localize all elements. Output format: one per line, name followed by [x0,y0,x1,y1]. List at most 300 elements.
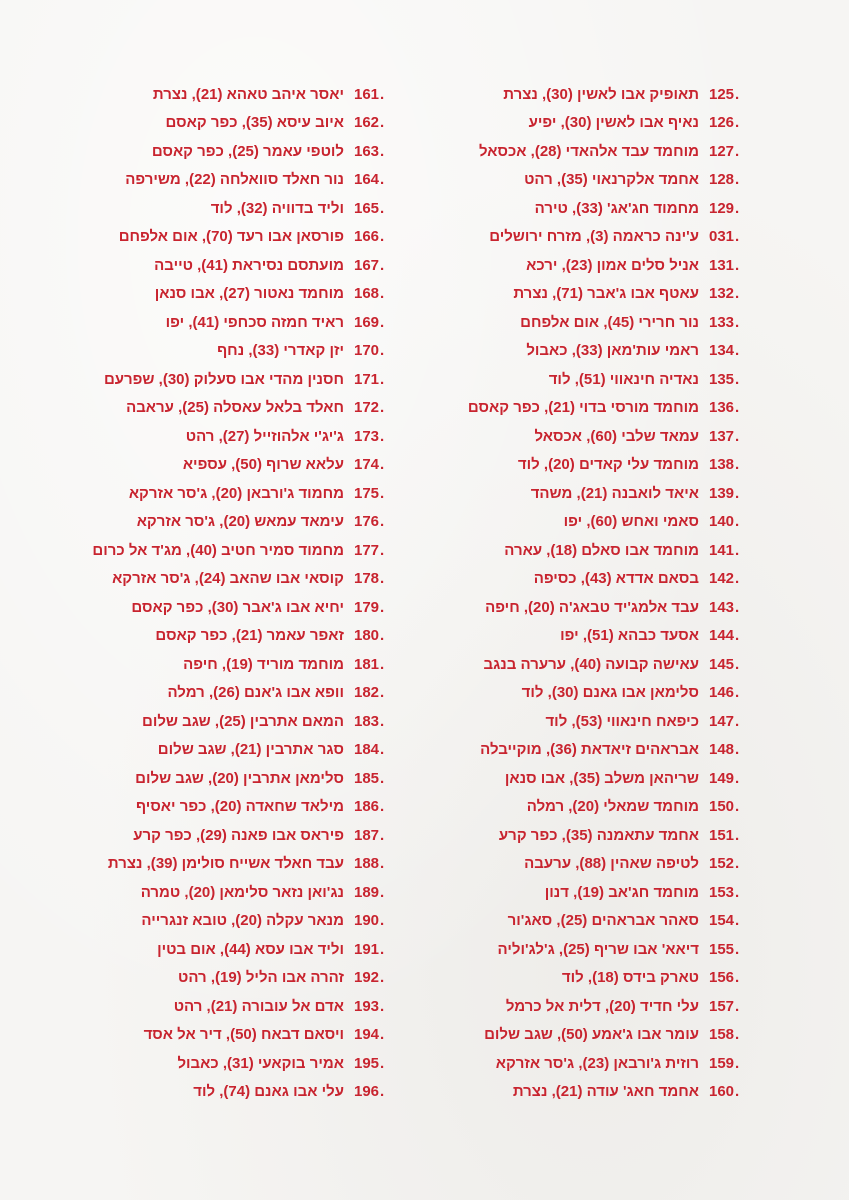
number-period: . [380,570,385,588]
list-item-text: יאסר איהב טאהא (21), נצרת [152,85,344,103]
list-item-number [354,741,396,758]
list-item-text: חסנין מהדי אבו סעלוק (30), שפרעם [103,370,344,388]
number-period: . [735,798,740,816]
number-value: 144 [709,627,735,645]
number-value: 186 [354,798,380,816]
list-item-text: מוחמד נאטור (27), אבו סנאן [154,285,344,303]
list-item-number [354,570,396,587]
list-item [431,536,751,565]
list-item-text: ויסאם דבאח (50), דיר אל אסד [143,1026,344,1044]
number-period: . [380,541,385,559]
number-period: . [380,370,385,388]
number-value: 137 [709,427,735,445]
list-item-text: טארק בידס (18), לוד [561,969,699,987]
number-value: 175 [354,484,380,502]
list-item-number [709,114,751,131]
list-item [66,821,396,850]
list-item-text: עומר אבו ג'אמע (50), שגב שלום [484,1026,699,1044]
list-item [431,394,751,423]
list-item [66,308,396,337]
list-item-number [709,656,751,673]
list-item-number [354,684,396,701]
list-item-text: אבראהים זיאדאת (36), מוקייבלה [480,741,699,759]
list-item-number [354,627,396,644]
number-period: . [380,1054,385,1072]
list-item-text: עימאד עמאש (20), ג'סר אזרקא [136,513,344,531]
number-period: . [735,171,740,189]
list-item [66,992,396,1021]
number-value: 147 [709,712,735,730]
number-period: . [380,769,385,787]
number-value: 143 [709,598,735,616]
list-item [66,422,396,451]
number-value: 160 [709,1083,735,1101]
list-item-text: עאטף אבו ג'אבר (71), נצרת [513,285,699,303]
number-period: . [735,855,740,873]
number-value: 031 [709,228,735,246]
list-item-number [709,570,751,587]
list-item-text: מוחמד חג'אב (19), דנון [544,883,699,901]
number-period: . [735,484,740,502]
number-value: 174 [354,456,380,474]
list-item-text: נאיף אבו לאשין (30), יפיע [528,114,699,132]
number-period: . [380,142,385,160]
list-item-text: נאדיה חינאווי (51), לוד [548,370,699,388]
list-item-text: קוסאי אבו שהאב (24), ג'סר אזרקא [112,570,344,588]
list-item-text: איאד לואבנה (21), משהד [530,484,699,502]
list-item [431,878,751,907]
number-value: 171 [354,370,380,388]
number-value: 194 [354,1026,380,1044]
list-item-text: שריהאן משלב (35), אבו סנאן [504,769,699,787]
list-item-number [709,257,751,274]
list-item [66,907,396,936]
list-item [431,365,751,394]
list-item-text: זאפר עאמר (21), כפר קאסם [155,627,344,645]
number-period: . [735,1026,740,1044]
list-item [431,337,751,366]
number-value: 125 [709,85,735,103]
number-period: . [735,1083,740,1101]
list-item [66,1021,396,1050]
number-value: 166 [354,228,380,246]
list-item [431,1078,751,1107]
list-item-text: תאופיק אבו לאשין (30), נצרת [503,85,699,103]
list-item [66,1078,396,1107]
number-value: 131 [709,256,735,274]
number-period: . [735,598,740,616]
list-item [431,679,751,708]
list-item [66,935,396,964]
list-item [66,451,396,480]
list-item-number [709,1026,751,1043]
list-item [66,622,396,651]
list-item-number [709,1083,751,1100]
list-item-number [709,285,751,302]
list-item-text: מוחמד מוריד (19), חיפה [183,655,344,673]
list-item [66,593,396,622]
list-item [66,337,396,366]
list-item-text: נור חרירי (45), אום אלפחם [520,313,699,331]
number-value: 179 [354,598,380,616]
number-period: . [735,541,740,559]
list-item [431,308,751,337]
number-value: 132 [709,285,735,303]
number-period: . [735,826,740,844]
number-period: . [380,285,385,303]
number-period: . [380,598,385,616]
list-item-number [709,827,751,844]
list-item [66,508,396,537]
list-item [431,479,751,508]
number-period: . [735,370,740,388]
number-value: 146 [709,684,735,702]
number-value: 158 [709,1026,735,1044]
number-value: 172 [354,399,380,417]
list-item-number [709,542,751,559]
list-item-text: וופא אבו ג'אנם (26), רמלה [167,684,344,702]
list-item-text: עלי חדיד (20), דלית אל כרמל [505,997,699,1015]
list-item-number [354,1026,396,1043]
list-item [66,223,396,252]
list-item-number [709,200,751,217]
number-period: . [735,313,740,331]
list-item-text: דיאא' אבו שריף (25), ג'לג'וליה [497,940,699,958]
number-value: 188 [354,855,380,873]
number-value: 169 [354,313,380,331]
list-item-number [709,228,751,245]
number-period: . [735,627,740,645]
list-item [431,707,751,736]
list-item-number [709,684,751,701]
list-item-text: חאלד בלאל עאסלה (25), עראבה [126,399,344,417]
list-item [66,137,396,166]
number-period: . [735,769,740,787]
list-item-number [354,86,396,103]
number-value: 187 [354,826,380,844]
number-period: . [380,741,385,759]
number-period: . [380,256,385,274]
list-item-text: אחמד עתאמנה (35), כפר קרע [498,826,699,844]
list-item-number [354,171,396,188]
list-item [431,964,751,993]
list-item [66,479,396,508]
list-item-number [709,599,751,616]
list-item-text: עלאא שרוף (50), עספיא [182,456,344,474]
number-value: 141 [709,541,735,559]
list-item [431,251,751,280]
list-item-number [709,513,751,530]
list-item-number [709,741,751,758]
names-column-right [431,80,751,1106]
list-item-number [354,855,396,872]
list-item-text: כיפאח חינאווי (53), לוד [545,712,699,730]
list-item [66,878,396,907]
list-item-number [709,314,751,331]
number-value: 154 [709,912,735,930]
number-period: . [380,684,385,702]
list-item-number [709,969,751,986]
list-item-text: אחמד אלקרנאוי (35), רהט [524,171,699,189]
number-period: . [380,114,385,132]
list-item-text: המאם אתרבין (25), שגב שלום [142,712,344,730]
number-period: . [735,114,740,132]
list-item-number [354,257,396,274]
number-value: 163 [354,142,380,160]
list-item [66,251,396,280]
list-item-number [354,969,396,986]
list-item [431,650,751,679]
number-value: 139 [709,484,735,502]
number-value: 165 [354,199,380,217]
number-period: . [380,798,385,816]
number-period: . [380,826,385,844]
list-item-number [709,798,751,815]
list-item-text: רוזית ג'ורבאן (23), ג'סר אזרקא [495,1054,699,1072]
list-item [66,565,396,594]
list-item-number [709,485,751,502]
list-item [431,80,751,109]
list-item-number [354,371,396,388]
number-value: 152 [709,855,735,873]
list-item [66,964,396,993]
number-value: 149 [709,769,735,787]
list-item-text: לטיפה שאהין (88), ערעבה [524,855,699,873]
number-value: 126 [709,114,735,132]
number-value: 191 [354,940,380,958]
list-item-text: מוחמד שמאלי (20), רמלה [526,798,699,816]
list-item-text: פורסאן אבו רעד (70), אום אלפחם [118,228,344,246]
list-item-text: מוחמד אבו סאלם (18), עארה [504,541,699,559]
list-item-number [354,827,396,844]
number-value: 177 [354,541,380,559]
list-item-number [709,456,751,473]
list-item-number [354,428,396,445]
list-item-number [354,713,396,730]
list-item-number [354,798,396,815]
number-value: 133 [709,313,735,331]
number-period: . [380,997,385,1015]
number-period: . [735,285,740,303]
list-item [431,137,751,166]
list-item-number [354,456,396,473]
list-item-text: ראיד חמזה סכחפי (41), יפו [165,313,344,331]
list-item-number [709,713,751,730]
number-period: . [380,228,385,246]
number-value: 129 [709,199,735,217]
number-period: . [380,855,385,873]
list-item-number [354,285,396,302]
list-item-text: מוחמד מורסי בדוי (21), כפר קאסם [467,399,699,417]
number-value: 167 [354,256,380,274]
number-value: 168 [354,285,380,303]
list-item [431,451,751,480]
list-item [66,707,396,736]
list-item-number [354,143,396,160]
list-item-number [709,371,751,388]
number-value: 162 [354,114,380,132]
list-item-number [354,399,396,416]
number-value: 145 [709,655,735,673]
number-period: . [380,342,385,360]
list-item [66,736,396,765]
number-value: 189 [354,883,380,901]
number-value: 156 [709,969,735,987]
number-period: . [735,883,740,901]
list-item [66,194,396,223]
number-period: . [735,712,740,730]
number-period: . [735,1054,740,1072]
list-item-number [709,86,751,103]
number-period: . [380,883,385,901]
number-value: 193 [354,997,380,1015]
list-item [66,365,396,394]
list-item-number [354,542,396,559]
number-period: . [735,969,740,987]
list-item-text: מוחמד עלי קאדים (20), לוד [517,456,699,474]
number-period: . [380,969,385,987]
list-item [431,223,751,252]
list-item-number [709,1055,751,1072]
list-item-number [354,314,396,331]
list-item-number [354,485,396,502]
number-period: . [735,427,740,445]
number-value: 151 [709,826,735,844]
number-value: 184 [354,741,380,759]
list-item-text: מועתסם נסיראת (41), טייבה [154,256,344,274]
number-value: 128 [709,171,735,189]
list-item [431,821,751,850]
list-item-text: מילאד שחאדה (20), כפר יאסיף [135,798,344,816]
list-item-text: פיראס אבו פאנה (29), כפר קרע [133,826,344,844]
list-item [431,850,751,879]
list-item-number [354,884,396,901]
number-period: . [380,1083,385,1101]
number-period: . [380,712,385,730]
number-value: 134 [709,342,735,360]
list-item-number [354,599,396,616]
list-item-text: אמיר בוקאעי (31), כאבול [177,1054,344,1072]
list-item [66,679,396,708]
list-item-text: אחמד חאג' עודה (21), נצרת [512,1083,699,1101]
list-item-number [354,941,396,958]
list-item-text: סאמי ואחש (60), יפו [563,513,699,531]
list-item-text: מחמוד חג'אג' (33), טירה [534,199,699,217]
number-period: . [735,741,740,759]
list-item-text: יזן קאדרי (33), נחף [217,342,344,360]
number-period: . [735,199,740,217]
number-period: . [735,684,740,702]
number-period: . [380,1026,385,1044]
number-period: . [735,456,740,474]
list-item-number [709,171,751,188]
number-value: 170 [354,342,380,360]
list-item-text: סלימאן אתרבין (20), שגב שלום [135,769,344,787]
list-item [431,764,751,793]
list-item [431,280,751,309]
number-value: 153 [709,883,735,901]
list-item-number [709,998,751,1015]
number-value: 140 [709,513,735,531]
number-value: 178 [354,570,380,588]
list-item-number [354,656,396,673]
number-value: 183 [354,712,380,730]
list-item-text: אסעד כבהא (51), יפו [560,627,699,645]
list-item-number [354,114,396,131]
list-item [66,850,396,879]
number-period: . [735,997,740,1015]
list-item-number [354,998,396,1015]
list-item-text: אדם אל עובורה (21), רהט [173,997,344,1015]
number-period: . [380,513,385,531]
list-item [431,935,751,964]
list-item [66,166,396,195]
list-item-text: ע'ינה כראמה (3), מזרח ירושלים [489,228,699,246]
list-item-number [709,912,751,929]
list-item [431,1021,751,1050]
list-item-text: מוחמד עבד אלהאדי (28), אכסאל [478,142,699,160]
list-item-text: וליד בדוויה (32), לוד [210,199,344,217]
number-period: . [380,399,385,417]
list-item-text: נור חאלד סוואלחה (22), משירפה [125,171,344,189]
list-item-text: לוטפי עאמר (25), כפר קאסם [151,142,344,160]
number-value: 135 [709,370,735,388]
list-item [66,80,396,109]
list-item [66,280,396,309]
list-item-text: איוב עיסא (35), כפר קאסם [165,114,344,132]
number-period: . [380,85,385,103]
list-item [431,907,751,936]
number-value: 180 [354,627,380,645]
list-item-text: סלימאן אבו גאנם (30), לוד [521,684,699,702]
list-item [431,622,751,651]
number-period: . [735,85,740,103]
list-item-text: עלי אבו גאנם (74), לוד [193,1083,344,1101]
list-item-text: סגר אתרבין (21), שגב שלום [157,741,344,759]
list-item-number [709,342,751,359]
number-value: 173 [354,427,380,445]
list-item [431,992,751,1021]
list-item [431,194,751,223]
number-value: 176 [354,513,380,531]
list-item [431,565,751,594]
list-item-number [709,941,751,958]
list-item-number [354,770,396,787]
number-value: 136 [709,399,735,417]
list-item-text: זהרה אבו הליל (19), רהט [178,969,344,987]
list-item-text: נג'ואן נזאר סלימאן (20), טמרה [140,883,344,901]
list-item [431,593,751,622]
number-period: . [380,171,385,189]
list-item-text: בסאם אדדא (43), כסיפה [533,570,699,588]
list-item-number [709,884,751,901]
number-period: . [735,655,740,673]
number-value: 157 [709,997,735,1015]
number-period: . [735,342,740,360]
list-item [431,1049,751,1078]
names-column-left [66,80,396,1106]
number-period: . [380,456,385,474]
list-item-number [709,143,751,160]
list-item-text: עבד אלמג'יד טבאג'ה (20), חיפה [485,598,699,616]
list-item-number [709,627,751,644]
number-value: 148 [709,741,735,759]
number-period: . [380,484,385,502]
list-item-number [709,855,751,872]
number-value: 164 [354,171,380,189]
number-value: 155 [709,940,735,958]
list-item-text: אניל סלים אמון (23), ירכא [526,256,699,274]
